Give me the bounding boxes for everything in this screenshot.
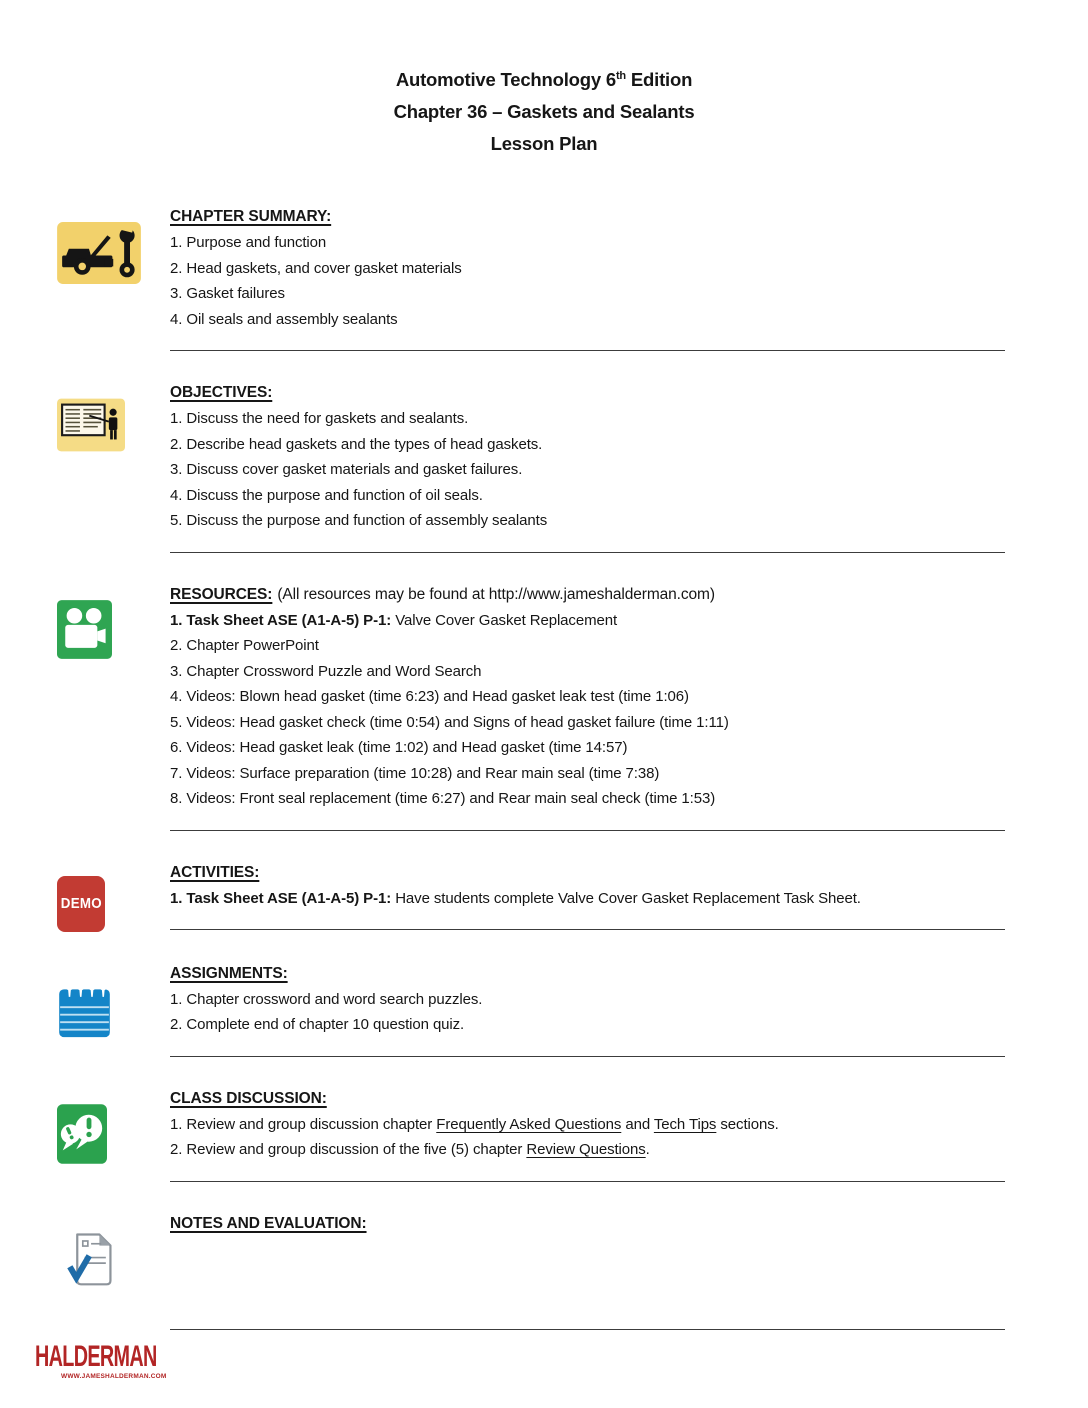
list-item [170, 1012, 1005, 1038]
section-chapter-summary [0, 204, 1088, 351]
activities-icon-cell [0, 860, 170, 932]
list-item [170, 633, 1005, 659]
list-item [170, 230, 1005, 256]
section-class-discussion [0, 1086, 1088, 1182]
item-text: 5. Discuss the purpose and function of assembly sealants [170, 512, 548, 530]
item-text: 2. Describe head gaskets and the types of head gaskets. [170, 435, 543, 453]
list-item [170, 886, 1005, 912]
list-item [170, 710, 1005, 736]
list-item [170, 684, 1005, 710]
list-item [170, 1137, 1005, 1163]
referenced-section-text: Review Questions [526, 1141, 646, 1159]
chapter-summary-icon-cell [0, 204, 170, 351]
list-item [170, 432, 1005, 458]
list-item [170, 406, 1005, 432]
section-items [170, 230, 1005, 332]
item-text: 1. Chapter crossword and word search puzzles. [170, 990, 483, 1008]
discussion-bubbles-icon [57, 1104, 107, 1164]
document-title [0, 0, 1088, 160]
section-divider [170, 830, 1005, 831]
section-notes-evaluation [0, 1211, 1088, 1330]
item-text: 1. Task Sheet ASE (A1-A-5) P-1: [170, 611, 392, 629]
list-item [170, 1112, 1005, 1138]
superscript-th: th [615, 70, 626, 82]
item-text: 2. Head gaskets, and cover gasket materials [170, 259, 462, 277]
section-assignments [0, 961, 1088, 1057]
list-item [170, 483, 1005, 509]
section-heading: OBJECTIVES: [170, 384, 273, 402]
list-item [170, 659, 1005, 685]
document-check-icon [66, 1229, 118, 1288]
class-discussion-icon-cell [0, 1086, 170, 1182]
list-item [170, 281, 1005, 307]
section-heading: CHAPTER SUMMARY: [170, 208, 332, 226]
item-text: Have students complete Valve Cover Gasket Replacement Task Sheet. [391, 889, 861, 907]
title-line-2: Chapter 36 – Gaskets and Sealants [393, 101, 695, 123]
list-item [170, 786, 1005, 812]
list-item [170, 761, 1005, 787]
assignments-icon-cell [0, 961, 170, 1057]
item-text: 4. Oil seals and assembly sealants [170, 310, 398, 328]
referenced-section-text: Tech Tips [653, 1115, 717, 1133]
section-divider [170, 552, 1005, 553]
objectives-icon-cell [0, 380, 170, 553]
section-divider [170, 350, 1005, 351]
section-items [170, 1112, 1005, 1163]
section-items [170, 886, 1005, 912]
section-heading: ACTIVITIES: [170, 863, 260, 881]
section-items [170, 608, 1005, 812]
list-item [170, 508, 1005, 534]
section-resources [0, 582, 1088, 831]
section-divider [170, 1329, 1005, 1330]
item-text: 4. Discuss the purpose and function of oil seals. [170, 486, 483, 504]
section-items [170, 406, 1005, 534]
item-text: 2. Complete end of chapter 10 question quiz. [170, 1016, 465, 1034]
section-heading: NOTES AND EVALUATION: [170, 1214, 367, 1232]
item-text: 3. Discuss cover gasket materials and gasket failures. [170, 461, 523, 479]
section-heading: ASSIGNMENTS: [170, 964, 288, 982]
section-items [170, 987, 1005, 1038]
title-line-1: Automotive Technology 6th Edition [395, 69, 693, 91]
list-item [170, 457, 1005, 483]
list-item [170, 256, 1005, 282]
resources-note: (All resources may be found at http://www.jameshalderman.com) [277, 585, 715, 603]
item-text: 1. Task Sheet ASE (A1-A-5) P-1: [170, 889, 392, 907]
item-text: 2. Chapter PowerPoint [170, 637, 319, 655]
list-item [170, 307, 1005, 333]
list-item [170, 608, 1005, 634]
item-text: 5. Videos: Head gasket check (time 0:54) and Signs of head gasket failure (time 1:11) [170, 713, 729, 731]
item-text: 2. Review and group discussion of the five (5) chapter [170, 1141, 527, 1159]
list-item [170, 987, 1005, 1013]
section-heading: CLASS DISCUSSION: [170, 1089, 327, 1107]
halderman-wordmark: HALDERMAN [35, 1340, 157, 1373]
item-text: 3. Chapter Crossword Puzzle and Word Search [170, 662, 482, 680]
item-text: 1. Review and group discussion chapter [170, 1115, 437, 1133]
notepad-icon [57, 979, 112, 1039]
halderman-website-text: WWW.JAMESHALDERMAN.COM [61, 1373, 167, 1380]
item-text: . [645, 1141, 650, 1159]
item-text: 4. Videos: Blown head gasket (time 6:23) and Head gasket leak test (time 1:06) [170, 688, 689, 706]
item-text: 3. Gasket failures [170, 285, 285, 303]
resources-icon-cell [0, 582, 170, 831]
notes-evaluation-icon-cell [0, 1211, 170, 1330]
list-item [170, 735, 1005, 761]
halderman-logo [35, 1342, 219, 1380]
demo-badge-icon [57, 876, 105, 932]
section-activities [0, 860, 1088, 932]
item-text: 6. Videos: Head gasket leak (time 1:02) and Head gasket (time 14:57) [170, 739, 628, 757]
item-text: 1. Discuss the need for gaskets and sealants. [170, 410, 469, 428]
section-heading: RESOURCES: (All resources may be found at http://www.jameshalderman.com) [170, 585, 715, 603]
item-text: Valve Cover Gasket Replacement [391, 611, 618, 629]
demo-badge-label: DEMO [60, 895, 102, 912]
section-divider [170, 1181, 1005, 1182]
section-objectives [0, 380, 1088, 553]
item-text: 8. Videos: Front seal replacement (time 6:27) and Rear main seal check (time 1:53) [170, 790, 716, 808]
video-camera-icon [57, 600, 112, 659]
referenced-section-text: Frequently Asked Questions [436, 1115, 622, 1133]
presentation-board-icon [57, 398, 125, 452]
item-text: and [621, 1115, 654, 1133]
item-text: 1. Purpose and function [170, 234, 327, 252]
section-divider [170, 929, 1005, 930]
title-line-3: Lesson Plan [490, 133, 598, 155]
car-hood-wrench-icon [57, 222, 141, 284]
section-divider [170, 1056, 1005, 1057]
item-text: sections. [716, 1115, 779, 1133]
item-text: 7. Videos: Surface preparation (time 10:28) and Rear main seal (time 7:38) [170, 764, 660, 782]
